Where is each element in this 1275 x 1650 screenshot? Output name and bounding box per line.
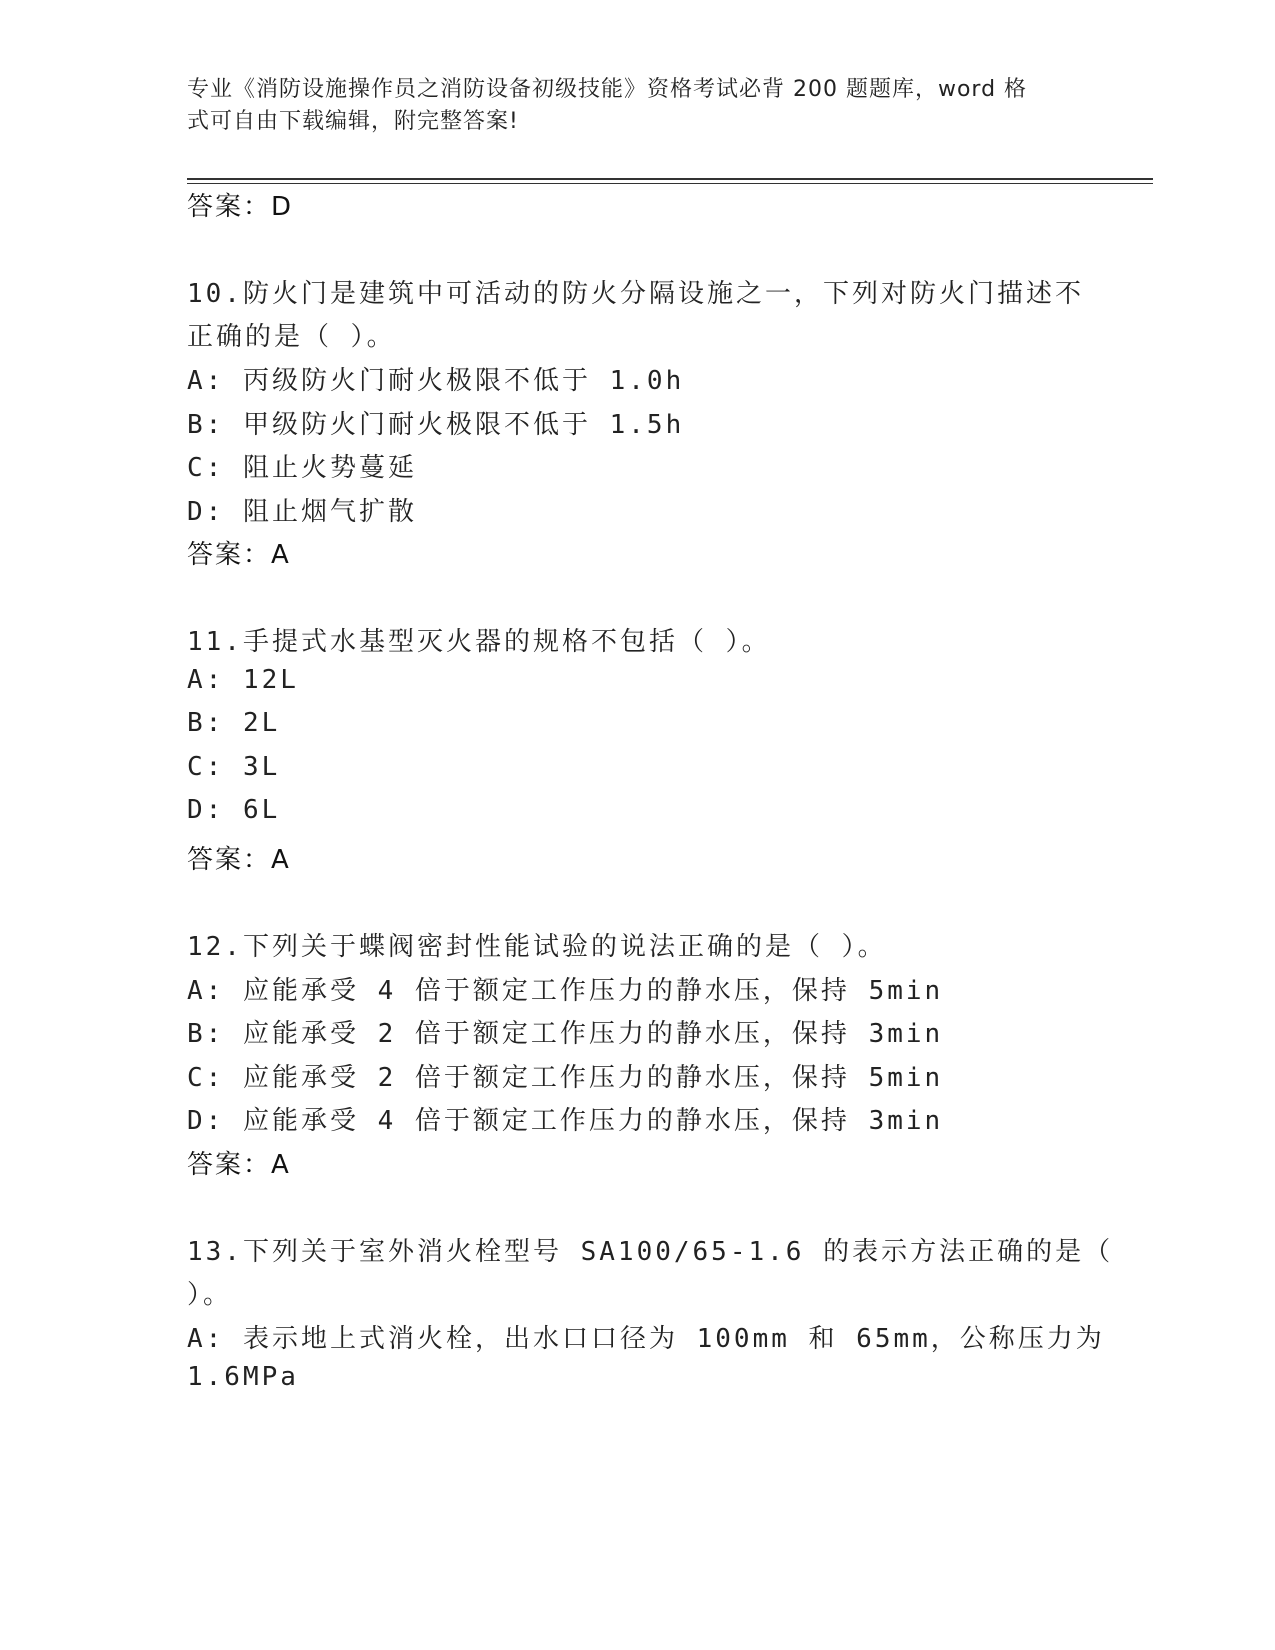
question-12-option-d: D: 应能承受 4 倍于额定工作压力的静水压，保持 3min (187, 1106, 944, 1136)
question-12-option-b: B: 应能承受 2 倍于额定工作压力的静水压，保持 3min (187, 1019, 944, 1049)
question-13-option-a-line-2: 1.6MPa (187, 1362, 299, 1392)
header-line-1: 专业《消防设施操作员之消防设备初级技能》资格考试必背 200 题题库，word 格 (187, 77, 1028, 102)
question-11-option-a: A: 12L (187, 665, 299, 695)
question-11-option-c: C: 3L (187, 752, 281, 782)
question-12-option-a: A: 应能承受 4 倍于额定工作压力的静水压，保持 5min (187, 976, 944, 1006)
question-10-answer: 答案：A (187, 540, 291, 570)
answer-q9: 答案：D (187, 192, 294, 222)
question-10-option-b: B: 甲级防火门耐火极限不低于 1.5h (187, 410, 685, 440)
header-divider-thin (187, 183, 1153, 184)
question-11-stem: 11.手提式水基型灭火器的规格不包括（ ）。 (187, 627, 771, 657)
header-divider-thick (187, 178, 1153, 180)
question-11-answer: 答案：A (187, 845, 291, 875)
question-12-option-c: C: 应能承受 2 倍于额定工作压力的静水压，保持 5min (187, 1063, 944, 1093)
question-11-option-d: D: 6L (187, 795, 281, 825)
question-12-stem: 12.下列关于蝶阀密封性能试验的说法正确的是（ ）。 (187, 932, 887, 962)
question-13-stem-line-2: ）。 (187, 1280, 233, 1310)
header-line-2: 式可自由下载编辑，附完整答案! (187, 109, 519, 134)
question-10-option-a: A: 丙级防火门耐火极限不低于 1.0h (187, 366, 685, 396)
question-11-option-b: B: 2L (187, 708, 281, 738)
question-10-stem-line-2: 正确的是（ ）。 (187, 322, 396, 352)
question-13-option-a-line-1: A: 表示地上式消火栓，出水口口径为 100mm 和 65mm，公称压力为 (187, 1324, 1105, 1354)
question-10-stem-line-1: 10.防火门是建筑中可活动的防火分隔设施之一，下列对防火门描述不 (187, 279, 1084, 309)
question-12-answer: 答案：A (187, 1150, 291, 1180)
question-10-option-d: D: 阻止烟气扩散 (187, 497, 417, 527)
question-13-stem-line-1: 13.下列关于室外消火栓型号 SA100/65-1.6 的表示方法正确的是（ (187, 1237, 1114, 1267)
question-10-option-c: C: 阻止火势蔓延 (187, 453, 417, 483)
document-header (187, 74, 1067, 138)
